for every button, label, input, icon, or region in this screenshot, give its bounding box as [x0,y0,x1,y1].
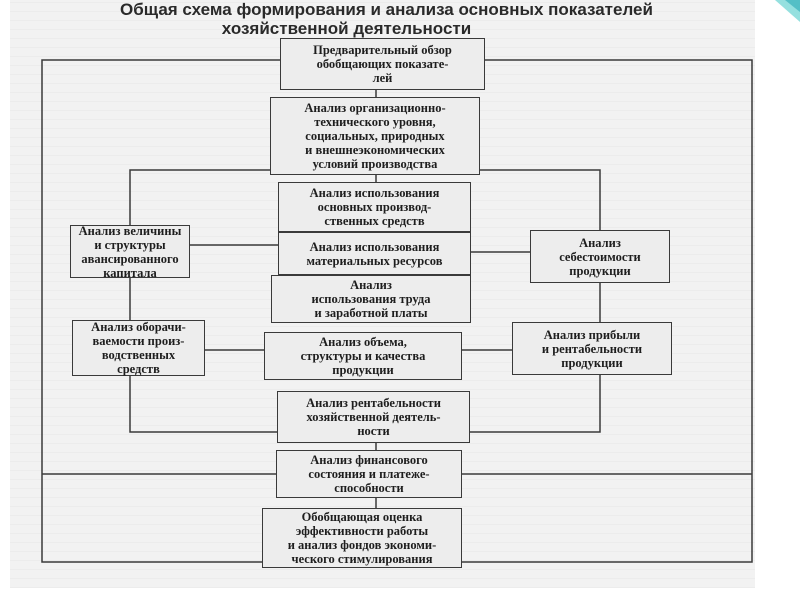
box-fixed-assets: Анализ использования основных производ- ственных средств [278,182,471,232]
box-labor: Анализ использования труда и заработной платы [271,275,471,323]
box-financial-state: Анализ финансового состояния и платеже- способности [276,450,462,498]
connector-profit-bottom [470,375,600,432]
box-org-technical-level: Анализ организационно- технического уровня, социальных, природных и внешнеэкономических условий производства [270,97,480,175]
connector-right-inner [480,170,600,230]
diagram-title-line2: хозяйственной деятельности [221,19,472,38]
box-summary-evaluation: Обобщающая оценка эффективности работы и анализ фондов экономи- ческого стимулирования [262,508,462,568]
box-profit: Анализ прибыли и рентабельности продукции [512,322,672,375]
box-materials: Анализ использования материальных ресурсов [278,232,471,275]
box-turnover: Анализ оборачи- ваемости произ- водственных средств [72,320,205,376]
connector-turnover-bottom [130,376,277,432]
box-profitability: Анализ рентабельности хозяйственной деятель- ности [277,391,470,443]
box-output: Анализ объема, структуры и качества продукции [264,332,462,380]
connector-left-outer [42,60,282,562]
box-preliminary-overview: Предварительный обзор обобщающих показате- лей [280,38,485,90]
box-advanced-capital: Анализ величины и структуры авансированного капитала [70,225,190,278]
connector-left-inner [130,170,270,225]
connector-right-outer [462,60,752,562]
diagram-title-line1: Общая схема формирования и анализа основных показателей [120,0,653,19]
box-cost-price: Анализ себестоимости продукции [530,230,670,283]
